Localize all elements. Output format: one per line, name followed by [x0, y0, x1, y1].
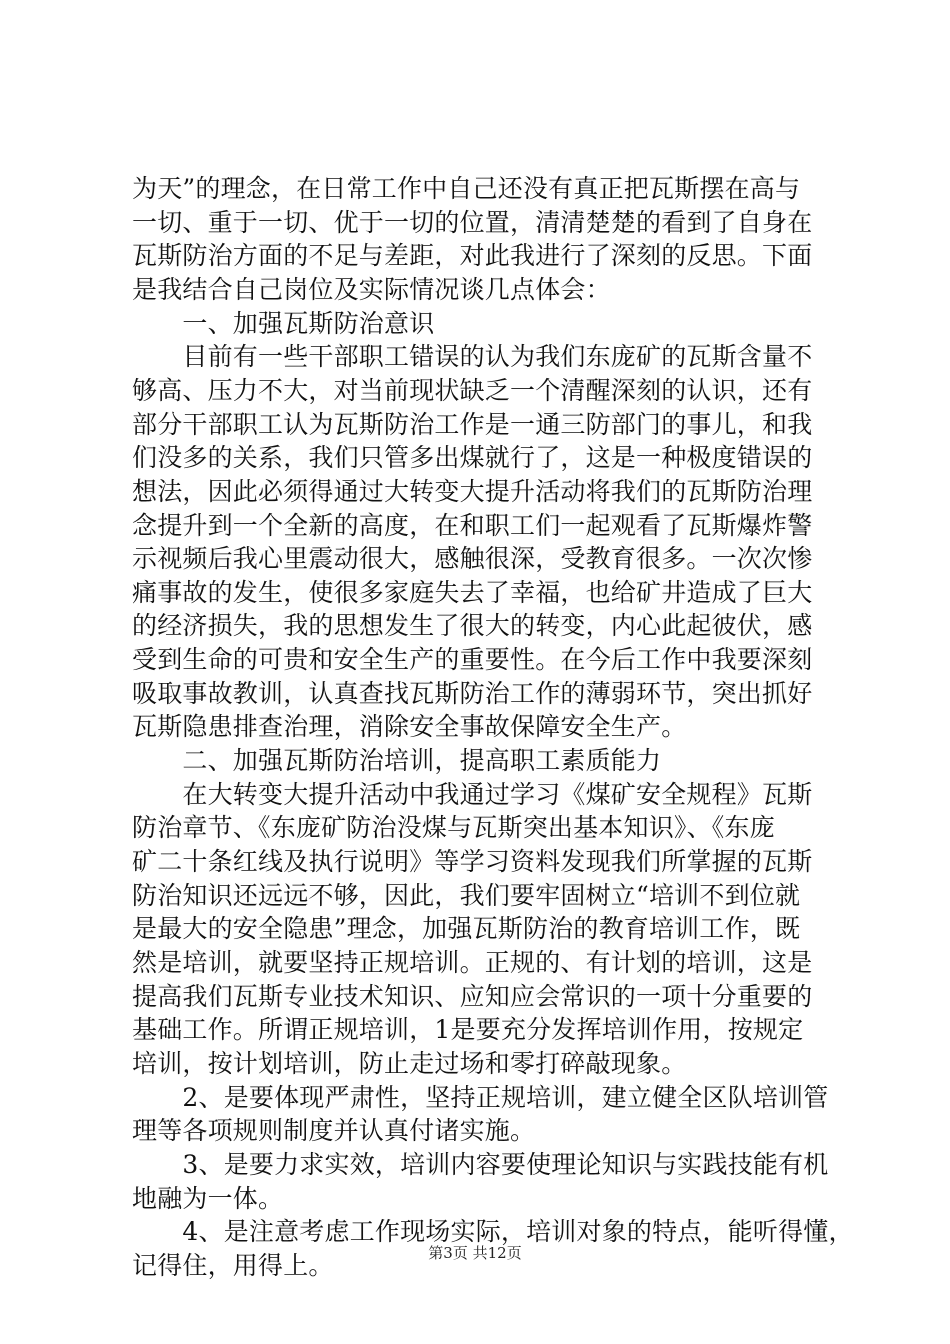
text-line: 一、加强瓦斯防治意识	[132, 308, 435, 338]
text-line: 提高我们瓦斯专业技术知识、应知应会常识的一项十分重要的	[132, 981, 813, 1011]
text-line: 防治知识还远远不够，因此，我们要牢固树立“培训不到位就	[132, 880, 801, 910]
text-line: 痛事故的发生，使很多家庭失去了幸福，也给矿井造成了巨大	[132, 577, 813, 607]
text-line: 受到生命的可贵和安全生产的重要性。在今后工作中我要深刻	[132, 645, 813, 675]
text-line: 的经济损失，我的思想发生了很大的转变，内心此起彼伏，感	[132, 611, 813, 641]
text-line: 瓦斯防治方面的不足与差距，对此我进行了深刻的反思。下面	[132, 241, 813, 271]
text-line: 示视频后我心里震动很大，感触很深，受教育很多。一次次惨	[132, 544, 813, 574]
text-line: 培训，按计划培训，防止走过场和零打碎敲现象。	[132, 1048, 687, 1078]
text-line: 然是培训，就要坚持正规培训。正规的、有计划的培训，这是	[132, 947, 813, 977]
text-line: 瓦斯隐患排查治理，消除安全事故保障安全生产。	[132, 712, 687, 742]
text-line: 念提升到一个全新的高度，在和职工们一起观看了瓦斯爆炸警	[132, 510, 813, 540]
text-line: 3、是要力求实效，培训内容要使理论知识与实践技能有机	[132, 1149, 829, 1179]
text-line: 矿二十条红线及执行说明》等学习资料发现我们所掌握的瓦斯	[132, 847, 813, 876]
text-line: 们没多的关系，我们只管多出煤就行了，这是一种极度错误的	[132, 443, 813, 473]
page-footer: 第3页 共12页	[428, 1244, 522, 1262]
text-line: 记得住，用得上。	[132, 1250, 334, 1280]
text-line: 一切、重于一切、优于一切的位置，清清楚楚的看到了自身在	[132, 207, 813, 237]
text-line: 2、是要体现严肃性，坚持正规培训，建立健全区队培训管	[132, 1082, 829, 1112]
text-line: 理等各项规则制度并认真付诸实施。	[132, 1116, 536, 1146]
text-line: 是我结合自己岗位及实际情况谈几点体会：	[132, 274, 611, 304]
text-line: 想法，因此必须得通过大转变大提升活动将我们的瓦斯防治理	[132, 476, 813, 506]
text-line: 在大转变大提升活动中我通过学习《煤矿安全规程》瓦斯	[132, 779, 813, 809]
text-line: 部分干部职工认为瓦斯防治工作是一通三防部门的事儿，和我	[132, 409, 813, 439]
text-line: 防治章节、《东庞矿防治没煤与瓦斯突出基本知识》、《东庞	[132, 813, 775, 843]
text-line: 够高、压力不大，对当前现状缺乏一个清醒深刻的认识，还有	[132, 375, 813, 405]
text-line: 吸取事故教训，认真查找瓦斯防治工作的薄弱环节，突出抓好	[132, 678, 813, 708]
text-line: 基础工作。所谓正规培训，1是要充分发挥培训作用，按规定	[132, 1015, 804, 1045]
text-line: 是最大的安全隐患”理念，加强瓦斯防治的教育培训工作，既	[132, 914, 801, 944]
text-line: 为天”的理念，在日常工作中自己还没有真正把瓦斯摆在高与	[132, 174, 801, 203]
text-line: 目前有一些干部职工错误的认为我们东庞矿的瓦斯含量不	[132, 342, 813, 372]
text-line: 4、是注意考虑工作现场实际，培训对象的特点，能听得懂，	[132, 1217, 854, 1247]
text-line: 地融为一体。	[132, 1183, 284, 1213]
text-line: 二、加强瓦斯防治培训，提高职工素质能力	[132, 746, 662, 776]
